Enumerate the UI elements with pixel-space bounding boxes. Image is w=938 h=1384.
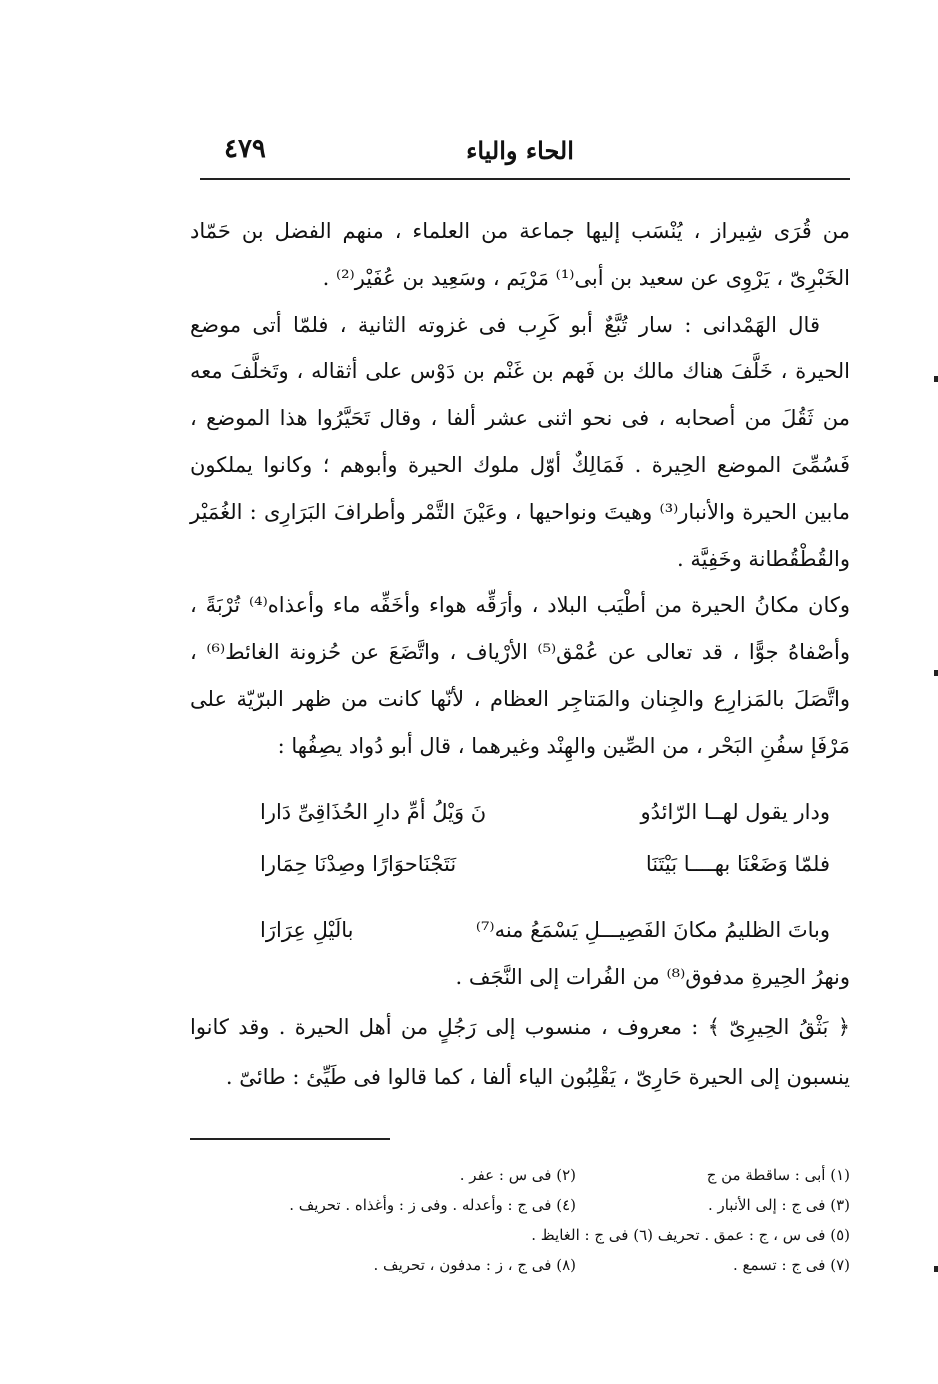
dictionary-entry: ﴿ بَثْقُ الحِيرِىّ ﴾ : معروف ، منسوب إلى رَجُلٍ من أهل الحيرة . وقد كانوا ينسبون إلى الحيرة حَارِىّ ، يَقْلِبُون الياء ألفا ، كما قالوا فى طَيِّئ : طائىّ . [190, 1015, 850, 1089]
poem-verse [260, 838, 830, 890]
verse-first-hemistich: ودار يقول لهــا الرّائدُو [640, 800, 830, 824]
footnote-row [190, 1250, 850, 1280]
poem [260, 786, 830, 956]
footnote: (٤) فى ج : وأعدله . وفى ز : وأغذاه . تحريف . [289, 1196, 576, 1214]
page-header [190, 130, 850, 174]
footnote: (٨) فى ج ، ز : مدفون ، تحريف . [373, 1256, 576, 1274]
closing-text [190, 952, 850, 1102]
footnote-row [190, 1160, 850, 1190]
verse-second-hemistich: نَ وَيْلُ أمِّ دارِ الحُذَاقِىِّ دَارا [260, 800, 487, 824]
verse-second-hemistich: نَتَجْنَاحوَارًا وصِدْنَا حِمَارا [260, 852, 457, 876]
footnote: (٧) فى ج : تسمع . [732, 1256, 850, 1274]
paragraph: قال الهَمْدانى : سار تُبَّعٌ أبو كَرِب فى غزوته الثانية ، فلمّا أتى موضع الحيرة ، خَلَّفَ هناك مالك بن فَهم بن غَنْم بن دَوْس على أثقاله ، وتَخلَّفَ معه من ثَقُلَ من أصحابه ، فى نحو اثنى عشر ألفا ، وقال تَحَيَّرُوا هذا الموضع ، فَسُمِّىَ الموضع الحِيرة . فَمَالِكٌ أوّل ملوك الحيرة وأبوهم ؛ وكانوا يملكون مابين الحيرة والأنبار⁽³⁾ وهيتَ ونواحيها ، وعَيْنَ التَّمْر وأطرافَ البَرَارِى : الغُمَيْر والقُطْقُطانة وخَفِيَّة . [190, 312, 850, 571]
verse-first-hemistich: وباتَ الظليمُ مكانَ الفَصِيـــلِ يَسْمَعُ منه⁽⁷⁾ [475, 918, 830, 942]
poem-verse [260, 904, 830, 956]
paragraph: من قُرَى شِيراز ، يُنْسَب إليها جماعة من العلماء ، منهم الفضل بن حَمّاد الخَبْرِىّ ، يَرْوِى عن سعيد بن أبى⁽¹⁾ مَرْيَم ، وسَعِيد بن عُفَيْر⁽²⁾ . [190, 219, 850, 290]
footnote: (٥) فى س ، ج : عمق . تحريف (٦) فى ج : الغايظ . [531, 1226, 850, 1244]
margin-speck [934, 376, 938, 382]
margin-speck [934, 670, 938, 676]
margin-speck [934, 1266, 938, 1272]
verse-second-hemistich: بالَيْلِ عِرَارَا [260, 918, 354, 942]
book-page [190, 130, 851, 1274]
footnotes [190, 1160, 850, 1280]
footnote-row [190, 1190, 850, 1220]
footnote: (١) أبى : ساقطة من ج [706, 1166, 850, 1184]
footnote: (٢) فى س : عفر . [459, 1166, 576, 1184]
verse-first-hemistich: فلمّا وَضَعْنَا بهــــا بَيْتَنَا [645, 852, 830, 876]
paragraph: وكان مكانُ الحيرة من أطْيَب البلاد ، وأرَقِّه هواء وأخَفِّه ماء وأعذاه⁽⁴⁾ تُرْبَةً ، وأصْفاهُ جوًّا ، قد تعالى عن عُمْق⁽⁵⁾ الأرْياف ، واتَّضَعَ عن حُزونة الغائط⁽⁶⁾ ، واتَّصَلَ بالمَزارِع والجِنان والمَتاجِر العظام ، لأنّها كانت من ظهر البرّيّة على مَرْفَإ سفُنِ البَحْر ، من الصِّين والهِنْد وغيرهما ، قال أبو دُواد يصِفُها : [190, 593, 851, 758]
main-text [190, 208, 850, 770]
page-number: ٤٧٩ [224, 134, 266, 164]
footnote-row [190, 1220, 850, 1250]
poem-verse [260, 786, 830, 838]
running-title: الحاء والياء [466, 136, 574, 165]
footnote: (٣) فى ج : إلى الأنبار . [707, 1196, 850, 1214]
footnote-rule [190, 1138, 390, 1140]
header-rule [200, 178, 850, 180]
paragraph: ونهرُ الحِيرةِ مدفوق⁽⁸⁾ من الفُرات إلى النَّجَف . [455, 965, 850, 989]
